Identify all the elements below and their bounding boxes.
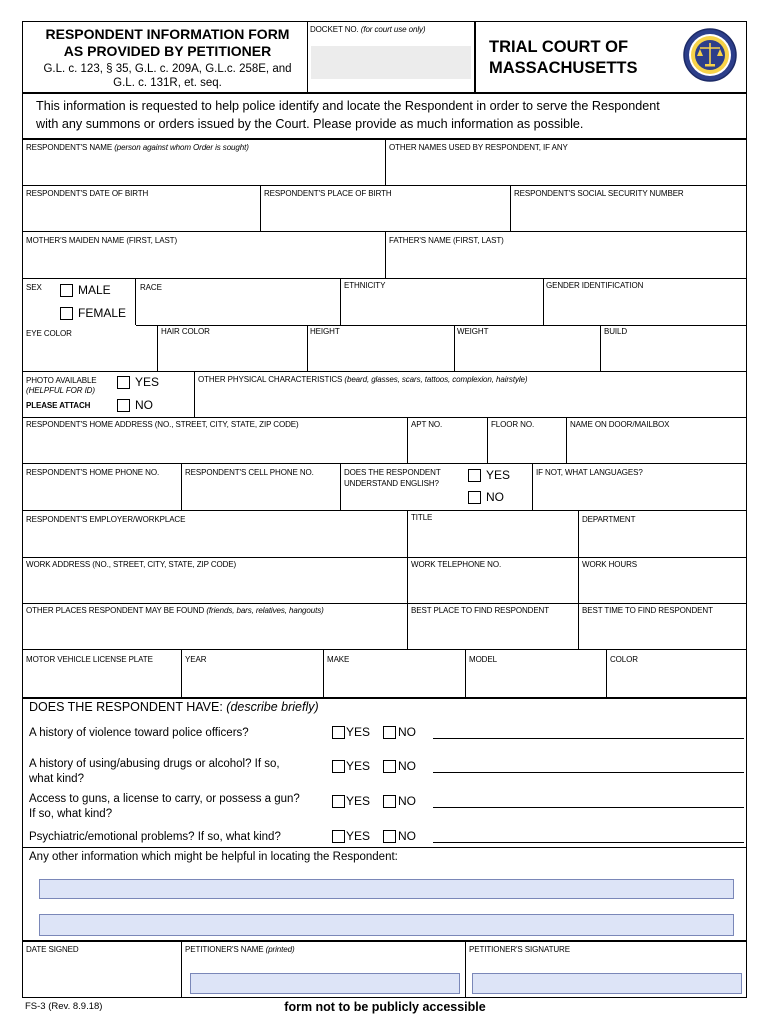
department-label: DEPARTMENT — [582, 515, 636, 524]
q2-yes-checkbox[interactable] — [332, 760, 345, 773]
q1-no-label: NO — [398, 725, 416, 739]
father-name-field[interactable] — [386, 247, 746, 277]
pob-field[interactable] — [261, 200, 509, 230]
vehicle-year-label: YEAR — [185, 655, 207, 664]
history-q2-line2: what kind? — [29, 773, 84, 785]
form-number: FS-3 (Rev. 8.9.18) — [25, 1001, 103, 1012]
best-place-field[interactable] — [408, 618, 577, 648]
eye-color-label: EYE COLOR — [26, 329, 72, 338]
divider — [340, 464, 341, 510]
q2-yes-label: YES — [346, 759, 371, 773]
vehicle-model-field[interactable] — [466, 666, 605, 696]
form-title-line1: RESPONDENT INFORMATION FORM — [45, 26, 290, 42]
petitioner-name-field[interactable] — [190, 973, 460, 994]
best-time-field[interactable] — [579, 618, 746, 648]
q1-yes-checkbox[interactable] — [332, 726, 345, 739]
apt-no-field[interactable] — [408, 432, 486, 462]
history-heading: DOES THE RESPONDENT HAVE: (describe briefly) — [29, 700, 319, 714]
please-attach-label: PLEASE ATTACH — [26, 401, 91, 410]
english-yes-checkbox[interactable] — [468, 469, 481, 482]
form-title-line2: AS PROVIDED BY PETITIONER — [63, 43, 272, 59]
home-address-label: RESPONDENT'S HOME ADDRESS (NO., STREET, CITY, STATE, ZIP CODE) — [26, 420, 299, 429]
understand-english-label1: DOES THE RESPONDENT — [344, 468, 441, 477]
photo-available-label: PHOTO AVAILABLE — [26, 376, 97, 385]
history-q1: A history of violence toward police officers? — [29, 727, 249, 739]
dob-label: RESPONDENT'S DATE OF BIRTH — [26, 189, 149, 198]
best-time-label: BEST TIME TO FIND RESPONDENT — [582, 606, 713, 615]
ethnicity-label: ETHNICITY — [344, 281, 386, 290]
english-no-label: NO — [486, 490, 504, 504]
divider — [22, 697, 747, 699]
petitioner-name-label: PETITIONER'S NAME (printed) — [185, 945, 295, 954]
date-signed-field[interactable] — [23, 960, 180, 996]
divider — [136, 325, 747, 326]
vehicle-model-label: MODEL — [469, 655, 497, 664]
license-plate-field[interactable] — [23, 666, 180, 696]
other-names-field[interactable] — [386, 154, 746, 184]
dob-field[interactable] — [23, 200, 259, 230]
access-notice: form not to be publicly accessible — [284, 1000, 486, 1014]
floor-no-field[interactable] — [488, 432, 565, 462]
understand-english-label2: UNDERSTAND ENGLISH? — [344, 479, 439, 488]
male-checkbox[interactable] — [60, 284, 73, 297]
q4-answer-line[interactable] — [433, 842, 744, 843]
weight-label: WEIGHT — [457, 327, 489, 336]
other-physical-field[interactable] — [195, 386, 746, 416]
build-label: BUILD — [604, 327, 628, 336]
gender-identification-field[interactable] — [544, 294, 746, 324]
history-q3-line2: If so, what kind? — [29, 808, 113, 820]
court-name-line2: MASSACHUSETTS — [489, 59, 638, 77]
work-phone-label: WORK TELEPHONE NO. — [411, 560, 502, 569]
race-label: RACE — [140, 283, 162, 292]
eye-color-field[interactable] — [23, 340, 156, 370]
vehicle-color-field[interactable] — [607, 666, 746, 696]
vehicle-year-field[interactable] — [182, 666, 322, 696]
work-hours-field[interactable] — [579, 572, 746, 602]
department-field[interactable] — [579, 526, 746, 556]
gender-identification-label: GENDER IDENTIFICATION — [546, 281, 644, 290]
other-names-label: OTHER NAMES USED BY RESPONDENT, IF ANY — [389, 143, 568, 152]
q3-yes-label: YES — [346, 794, 371, 808]
divider — [22, 185, 747, 186]
q1-no-checkbox[interactable] — [383, 726, 396, 739]
divider — [307, 21, 308, 92]
q1-answer-line[interactable] — [433, 738, 744, 739]
apt-no-label: APT NO. — [411, 420, 443, 429]
photo-yes-checkbox[interactable] — [117, 376, 130, 389]
divider — [22, 557, 747, 558]
q3-answer-line[interactable] — [433, 807, 744, 808]
divider — [22, 847, 747, 848]
q2-no-checkbox[interactable] — [383, 760, 396, 773]
q1-yes-label: YES — [346, 725, 371, 739]
name-on-door-label: NAME ON DOOR/MAILBOX — [570, 420, 670, 429]
divider — [22, 940, 747, 942]
work-address-label: WORK ADDRESS (NO., STREET, CITY, STATE, ZIP CODE) — [26, 560, 237, 569]
height-label: HEIGHT — [310, 327, 340, 336]
photo-helpful-label: (HELPFUL FOR ID) — [26, 386, 95, 395]
race-field[interactable] — [136, 294, 339, 324]
languages-label: IF NOT, WHAT LANGUAGES? — [536, 468, 643, 477]
divider — [22, 463, 747, 464]
photo-yes-label: YES — [135, 375, 160, 389]
divider — [22, 371, 747, 372]
statute-line2: G.L. c. 131R, et. seq. — [113, 77, 222, 89]
female-checkbox[interactable] — [60, 307, 73, 320]
intro-text-line1: This information is requested to help police identify and locate the Respondent in order to serve the Respondent — [36, 99, 660, 113]
respondent-name-label: RESPONDENT'S NAME (person against whom Order is sought) — [26, 143, 249, 152]
employer-field[interactable] — [23, 526, 406, 556]
best-place-label: BEST PLACE TO FIND RESPONDENT — [411, 606, 550, 615]
divider — [22, 510, 747, 511]
respondent-name-field[interactable] — [23, 154, 384, 184]
other-info-field-1[interactable] — [39, 879, 734, 899]
court-name-line1: TRIAL COURT OF — [489, 38, 629, 56]
home-address-field[interactable] — [23, 432, 406, 462]
sex-label: SEX — [26, 283, 42, 292]
other-places-field[interactable] — [23, 618, 406, 648]
divider — [22, 603, 747, 604]
height-field[interactable] — [308, 340, 453, 370]
divider — [465, 941, 466, 998]
floor-no-label: FLOOR NO. — [491, 420, 535, 429]
q4-yes-checkbox[interactable] — [332, 830, 345, 843]
intro-text-line2: with any summons or orders issued by the Court. Please provide as much information as possible. — [36, 117, 584, 131]
q2-no-label: NO — [398, 759, 416, 773]
employer-label: RESPONDENT'S EMPLOYER/WORKPLACE — [26, 515, 186, 524]
title-label: TITLE — [411, 513, 433, 522]
q4-yes-label: YES — [346, 829, 371, 843]
petitioner-signature-field[interactable] — [472, 973, 742, 994]
ssn-label: RESPONDENT'S SOCIAL SECURITY NUMBER — [514, 189, 684, 198]
mother-maiden-name-field[interactable] — [23, 247, 384, 277]
photo-no-checkbox[interactable] — [117, 399, 130, 412]
divider — [181, 941, 182, 998]
history-q4: Psychiatric/emotional problems? If so, what kind? — [29, 831, 281, 843]
divider — [22, 92, 747, 94]
pob-label: RESPONDENT'S PLACE OF BIRTH — [264, 189, 392, 198]
divider — [22, 278, 747, 279]
q3-no-checkbox[interactable] — [383, 795, 396, 808]
english-no-checkbox[interactable] — [468, 491, 481, 504]
work-hours-label: WORK HOURS — [582, 560, 638, 569]
other-info-label: Any other information which might be helpful in locating the Respondent: — [29, 851, 398, 863]
date-signed-label: DATE SIGNED — [26, 945, 79, 954]
work-address-field[interactable] — [23, 572, 406, 602]
male-label: MALE — [78, 283, 111, 297]
divider — [474, 21, 476, 92]
mother-maiden-name-label: MOTHER'S MAIDEN NAME (FIRST, LAST) — [26, 236, 178, 245]
divider — [22, 417, 747, 418]
other-physical-label: OTHER PHYSICAL CHARACTERISTICS (beard, glasses, scars, tattoos, complexion, hairstyle) — [198, 375, 528, 384]
q3-yes-checkbox[interactable] — [332, 795, 345, 808]
english-yes-label: YES — [486, 468, 511, 482]
statute-line1: G.L. c. 123, § 35, G.L. c. 209A, G.L.c. 258E, and — [43, 63, 292, 75]
history-q2-line1: A history of using/abusing drugs or alcohol? If so, — [29, 758, 280, 770]
title-field[interactable] — [408, 526, 577, 556]
petitioner-signature-label: PETITIONER'S SIGNATURE — [469, 945, 570, 954]
q4-no-label: NO — [398, 829, 416, 843]
photo-no-label: NO — [135, 398, 153, 412]
court-seal-logo — [682, 27, 738, 83]
docket-number-input[interactable] — [311, 46, 471, 79]
languages-field[interactable] — [533, 479, 746, 509]
home-phone-label: RESPONDENT'S HOME PHONE NO. — [26, 468, 160, 477]
docket-label: DOCKET NO. (for court use only) — [310, 25, 426, 34]
home-phone-field[interactable] — [23, 479, 180, 509]
cell-phone-label: RESPONDENT'S CELL PHONE NO. — [185, 468, 314, 477]
q2-answer-line[interactable] — [433, 772, 744, 773]
vehicle-make-label: MAKE — [327, 655, 350, 664]
work-phone-field[interactable] — [408, 572, 577, 602]
hair-color-label: HAIR COLOR — [161, 327, 210, 336]
ssn-field[interactable] — [511, 200, 746, 230]
other-places-label: OTHER PLACES RESPONDENT MAY BE FOUND (friends, bars, relatives, hangouts) — [26, 606, 324, 615]
license-plate-label: MOTOR VEHICLE LICENSE PLATE — [26, 655, 153, 664]
weight-field[interactable] — [455, 340, 599, 370]
history-q3-line1: Access to guns, a license to carry, or possess a gun? — [29, 793, 300, 805]
hair-color-field[interactable] — [158, 340, 306, 370]
q4-no-checkbox[interactable] — [383, 830, 396, 843]
build-field[interactable] — [601, 340, 746, 370]
name-on-door-field[interactable] — [567, 432, 746, 462]
vehicle-make-field[interactable] — [324, 666, 464, 696]
other-info-field-2[interactable] — [39, 914, 734, 936]
divider — [22, 649, 747, 650]
q3-no-label: NO — [398, 794, 416, 808]
ethnicity-field[interactable] — [341, 294, 542, 324]
vehicle-color-label: COLOR — [610, 655, 638, 664]
father-name-label: FATHER'S NAME (FIRST, LAST) — [389, 236, 504, 245]
female-label: FEMALE — [78, 306, 127, 320]
cell-phone-field[interactable] — [182, 479, 339, 509]
